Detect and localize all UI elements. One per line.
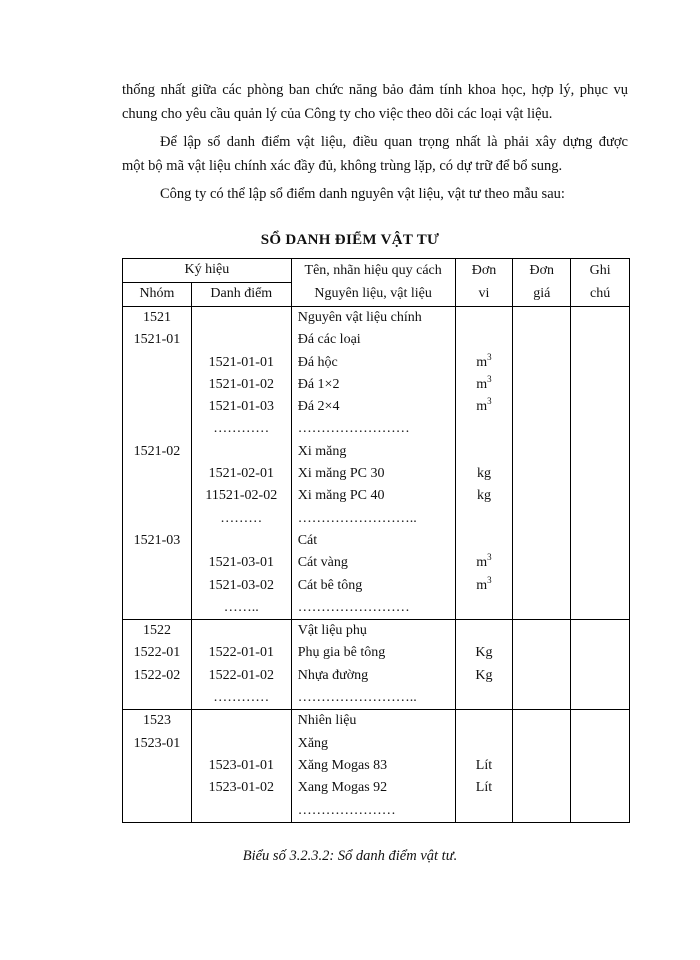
cell-nhom — [123, 777, 192, 799]
cell-ghi-chu — [571, 800, 630, 823]
cell-don-vi — [455, 597, 513, 620]
cell-nhom — [123, 755, 192, 777]
table-caption: Biểu số 3.2.3.2: Sổ danh điểm vật tư. — [242, 848, 458, 864]
table-row — [123, 374, 630, 396]
table-row — [123, 441, 630, 463]
cell-nhom: 1523-01 — [123, 733, 192, 755]
cell-ghi-chu — [571, 552, 630, 574]
cell-danh-diem — [191, 733, 291, 755]
cell-nhom: 1522 — [123, 620, 192, 643]
header-nhom: Nhóm — [123, 283, 192, 307]
cell-nhom — [123, 597, 192, 620]
cell-don-vi: Lít — [455, 777, 513, 799]
header-ten-line1: Tên, nhãn hiệu quy cách — [291, 259, 455, 283]
cell-don-gia — [513, 733, 571, 755]
cell-danh-diem: 1521-01-02 — [191, 374, 291, 396]
cell-nhom: 1523 — [123, 710, 192, 733]
cell-danh-diem: ……… — [191, 508, 291, 530]
cell-ghi-chu — [571, 329, 630, 351]
header-row-2 — [123, 283, 630, 307]
cell-don-vi — [455, 620, 513, 643]
cell-don-vi — [455, 508, 513, 530]
cell-don-vi: Kg — [455, 642, 513, 664]
table-row — [123, 352, 630, 374]
cell-ten: Nhựa đường — [291, 665, 455, 687]
table-row — [123, 463, 630, 485]
table-row — [123, 307, 630, 330]
cell-danh-diem: 1523-01-02 — [191, 777, 291, 799]
cell-nhom — [123, 552, 192, 574]
cell-don-gia — [513, 710, 571, 733]
cell-ten: Cát bê tông — [291, 575, 455, 597]
table-row — [123, 508, 630, 530]
unit-superscript: 3 — [487, 373, 492, 384]
cell-don-gia — [513, 441, 571, 463]
unit-superscript: 3 — [487, 351, 492, 362]
cell-danh-diem: 1522-01-01 — [191, 642, 291, 664]
cell-nhom: 1521-01 — [123, 329, 192, 351]
cell-ghi-chu — [571, 485, 630, 507]
cell-don-vi — [455, 800, 513, 823]
cell-danh-diem — [191, 800, 291, 823]
cell-don-vi: kg — [455, 485, 513, 507]
cell-danh-diem: 1521-03-02 — [191, 575, 291, 597]
cell-ghi-chu — [571, 620, 630, 643]
cell-ten: Đá các loại — [291, 329, 455, 351]
header-danh-diem: Danh điểm — [191, 283, 291, 307]
cell-don-gia — [513, 665, 571, 687]
cell-don-gia — [513, 508, 571, 530]
cell-ghi-chu — [571, 733, 630, 755]
cell-ghi-chu — [571, 374, 630, 396]
table-row — [123, 597, 630, 620]
header-don-vi-line1: Đơn — [455, 259, 513, 283]
cell-don-vi — [455, 418, 513, 440]
cell-ten: Đá 2×4 — [291, 396, 455, 418]
unit-text: m — [476, 399, 488, 415]
cell-danh-diem: 11521-02-02 — [191, 485, 291, 507]
table-row — [123, 329, 630, 351]
unit-text: m — [476, 577, 488, 593]
cell-ghi-chu — [571, 530, 630, 552]
cell-don-vi — [455, 575, 513, 597]
table-row — [123, 800, 630, 823]
cell-ghi-chu — [571, 352, 630, 374]
cell-ghi-chu — [571, 687, 630, 710]
cell-ghi-chu — [571, 508, 630, 530]
cell-danh-diem — [191, 441, 291, 463]
cell-ghi-chu — [571, 441, 630, 463]
cell-danh-diem: 1521-01-01 — [191, 352, 291, 374]
cell-ten: …………………….. — [291, 508, 455, 530]
cell-danh-diem: …….. — [191, 597, 291, 620]
table-row — [123, 530, 630, 552]
table-row — [123, 642, 630, 664]
cell-nhom — [123, 575, 192, 597]
cell-ten: Đá 1×2 — [291, 374, 455, 396]
paragraph-2-line-1: Để lập sổ danh điểm vật liệu, điều quan trọng nhất là phải xây dựng được — [160, 134, 628, 150]
unit-superscript: 3 — [487, 396, 492, 407]
cell-nhom: 1521-03 — [123, 530, 192, 552]
cell-nhom — [123, 800, 192, 823]
cell-don-vi: kg — [455, 463, 513, 485]
cell-don-gia — [513, 352, 571, 374]
cell-don-gia — [513, 575, 571, 597]
paragraph-3: Công ty có thể lập sổ điểm danh nguyên vật liệu, vật tư theo mẫu sau: — [160, 186, 565, 202]
cell-ten: Nguyên vật liệu chính — [291, 307, 455, 330]
table-row — [123, 620, 630, 643]
cell-don-gia — [513, 329, 571, 351]
cell-don-vi — [455, 329, 513, 351]
header-ghi-chu-line2: chú — [571, 283, 630, 307]
cell-don-gia — [513, 530, 571, 552]
cell-don-gia — [513, 374, 571, 396]
unit-text: m — [476, 376, 488, 392]
cell-ten: Xi măng — [291, 441, 455, 463]
table-body — [123, 307, 630, 823]
cell-ten: …………………….. — [291, 687, 455, 710]
cell-ghi-chu — [571, 463, 630, 485]
cell-don-vi: Lít — [455, 755, 513, 777]
cell-don-gia — [513, 800, 571, 823]
table-row — [123, 396, 630, 418]
cell-ghi-chu — [571, 396, 630, 418]
cell-don-vi — [455, 374, 513, 396]
paragraph-2-line-2: một bộ mã vật liệu chính xác đầy đủ, không trùng lặp, có dự trữ để bổ sung. — [122, 158, 563, 174]
cell-nhom — [123, 508, 192, 530]
cell-ghi-chu — [571, 642, 630, 664]
cell-don-vi — [455, 552, 513, 574]
cell-don-gia — [513, 485, 571, 507]
table-row — [123, 777, 630, 799]
unit-superscript: 3 — [487, 552, 492, 563]
cell-don-vi — [455, 441, 513, 463]
table-row — [123, 485, 630, 507]
cell-don-gia — [513, 620, 571, 643]
table-row — [123, 755, 630, 777]
cell-ten: ………………… — [291, 800, 455, 823]
materials-table — [122, 258, 630, 823]
cell-ten: Xi măng PC 40 — [291, 485, 455, 507]
cell-don-gia — [513, 418, 571, 440]
header-don-gia-line2: giá — [513, 283, 571, 307]
cell-ghi-chu — [571, 710, 630, 733]
unit-text: m — [476, 555, 488, 571]
table-title: SỔ DANH ĐIỂM VẬT TƯ — [260, 232, 440, 248]
cell-nhom — [123, 485, 192, 507]
table-row — [123, 733, 630, 755]
unit-text: m — [476, 354, 488, 370]
cell-nhom — [123, 352, 192, 374]
cell-danh-diem — [191, 710, 291, 733]
cell-danh-diem: 1521-02-01 — [191, 463, 291, 485]
unit-superscript: 3 — [487, 574, 492, 585]
cell-danh-diem: 1521-01-03 — [191, 396, 291, 418]
cell-nhom — [123, 374, 192, 396]
cell-ten: …………………… — [291, 597, 455, 620]
cell-don-gia — [513, 642, 571, 664]
header-don-gia-line1: Đơn — [513, 259, 571, 283]
cell-danh-diem — [191, 329, 291, 351]
cell-don-gia — [513, 597, 571, 620]
cell-nhom: 1522-01 — [123, 642, 192, 664]
cell-ghi-chu — [571, 665, 630, 687]
cell-ghi-chu — [571, 777, 630, 799]
cell-don-vi — [455, 710, 513, 733]
cell-nhom: 1522-02 — [123, 665, 192, 687]
cell-ten: Vật liệu phụ — [291, 620, 455, 643]
paragraph-1-line-2: chung cho yêu cầu quản lý của Công ty cho việc theo dõi các loại vật liệu. — [122, 106, 553, 122]
cell-ten: Xang Mogas 92 — [291, 777, 455, 799]
table-row — [123, 552, 630, 574]
table-row — [123, 687, 630, 710]
cell-ghi-chu — [571, 755, 630, 777]
cell-ten: Xi măng PC 30 — [291, 463, 455, 485]
cell-danh-diem — [191, 530, 291, 552]
header-ky-hieu: Ký hiệu — [123, 259, 292, 283]
header-don-vi-line2: vi — [455, 283, 513, 307]
cell-don-vi: Kg — [455, 665, 513, 687]
cell-don-vi — [455, 396, 513, 418]
cell-don-gia — [513, 777, 571, 799]
cell-ten: Phụ gia bê tông — [291, 642, 455, 664]
cell-ten: Cát vàng — [291, 552, 455, 574]
table-row — [123, 710, 630, 733]
cell-danh-diem: 1523-01-01 — [191, 755, 291, 777]
cell-ten: Đá hộc — [291, 352, 455, 374]
cell-ten: Cát — [291, 530, 455, 552]
cell-don-vi — [455, 687, 513, 710]
paragraph-1-line-1: thống nhất giữa các phòng ban chức năng bảo đảm tính khoa học, hợp lý, phục vụ — [122, 82, 628, 98]
table-row — [123, 575, 630, 597]
cell-danh-diem: 1522-01-02 — [191, 665, 291, 687]
cell-nhom — [123, 687, 192, 710]
cell-don-gia — [513, 755, 571, 777]
cell-ten: Nhiên liệu — [291, 710, 455, 733]
header-row-1 — [123, 259, 630, 283]
cell-nhom: 1521 — [123, 307, 192, 330]
cell-danh-diem — [191, 307, 291, 330]
cell-danh-diem: ………… — [191, 687, 291, 710]
cell-don-gia — [513, 396, 571, 418]
cell-don-vi — [455, 352, 513, 374]
table-row — [123, 665, 630, 687]
cell-ten: Xăng — [291, 733, 455, 755]
cell-don-vi — [455, 733, 513, 755]
table-row — [123, 418, 630, 440]
cell-don-vi — [455, 307, 513, 330]
cell-nhom — [123, 396, 192, 418]
cell-nhom — [123, 418, 192, 440]
header-ghi-chu-line1: Ghi — [571, 259, 630, 283]
cell-ghi-chu — [571, 575, 630, 597]
cell-don-gia — [513, 307, 571, 330]
cell-danh-diem — [191, 620, 291, 643]
header-ten-line2: Nguyên liệu, vật liệu — [291, 283, 455, 307]
cell-ten: Xăng Mogas 83 — [291, 755, 455, 777]
cell-danh-diem: ………… — [191, 418, 291, 440]
cell-ghi-chu — [571, 597, 630, 620]
cell-don-gia — [513, 552, 571, 574]
cell-don-gia — [513, 463, 571, 485]
cell-don-vi — [455, 530, 513, 552]
cell-ghi-chu — [571, 307, 630, 330]
cell-don-gia — [513, 687, 571, 710]
cell-nhom: 1521-02 — [123, 441, 192, 463]
cell-ten: …………………… — [291, 418, 455, 440]
cell-danh-diem: 1521-03-01 — [191, 552, 291, 574]
cell-nhom — [123, 463, 192, 485]
cell-ghi-chu — [571, 418, 630, 440]
